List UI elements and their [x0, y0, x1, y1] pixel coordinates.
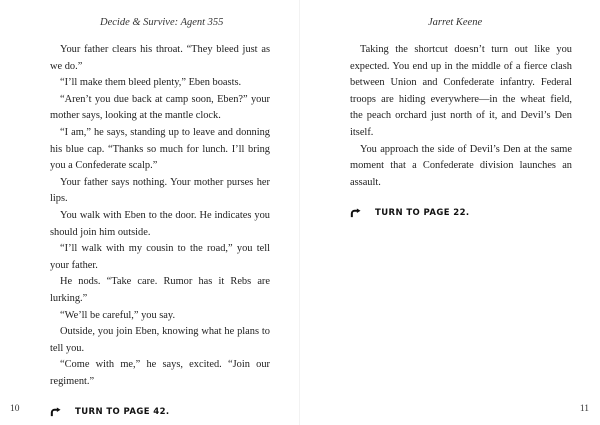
right-paragraph-1: Taking the shortcut doesn’t turn out like you expected. You end up in the middle of a fierce clash between Union and Confederate infantry. Federal troops are hiding everywhere—in the wheat field, the peach orchard just north of it, and Devil’s Den itself.	[350, 44, 572, 138]
left-paragraph-10: Outside, you join Eben, knowing what he plans to tell you.	[50, 326, 270, 354]
left-paragraph-9: “We’ll be careful,” you say.	[60, 309, 176, 321]
left-paragraph-4: “I am,” he says, standing up to leave and donning his blue cap. “Thanks so much for lunch. I’ll bring you a Confederate scalp.”	[50, 126, 270, 172]
turn-arrow-icon	[350, 208, 361, 219]
left-turn-label: TURN TO PAGE 42.	[75, 407, 170, 418]
right-turn-label: TURN TO PAGE 22.	[375, 208, 470, 219]
right-paragraph-2: You approach the side of Devil’s Den at the same moment that a Confederate division launches an assault.	[350, 143, 572, 188]
left-paragraph-1: Your father clears his throat. “They bleed just as we do.”	[50, 44, 270, 72]
left-turn-link[interactable]	[50, 404, 270, 421]
left-paragraph-7: “I’ll walk with my cousin to the road,” you tell your father.	[50, 243, 270, 271]
left-paragraph-11: “Come with me,” he says, excited. “Join our regiment.”	[50, 359, 270, 387]
right-running-head: Jarret Keene	[428, 17, 483, 28]
left-paragraph-3: “Aren’t you due back at camp soon, Eben?” your mother says, looking at the mantle clock.	[50, 93, 270, 122]
right-page	[300, 0, 600, 425]
left-paragraph-5: Your father says nothing. Your mother purses her lips.	[50, 176, 270, 205]
left-running-head: Decide & Survive: Agent 355	[100, 17, 224, 28]
right-text-block	[350, 42, 572, 222]
right-turn-link[interactable]	[350, 205, 572, 222]
left-paragraph-8: He nods. “Take care. Rumor has it Rebs are lurking.”	[50, 276, 270, 304]
left-text-block	[50, 42, 270, 421]
right-page-number: 11	[579, 404, 589, 414]
left-paragraph-6: You walk with Eben to the door. He indicates you should join him outside.	[50, 209, 270, 238]
left-page-number: 10	[10, 404, 20, 414]
left-paragraph-2: “I’ll make them bleed plenty,” Eben boasts.	[60, 77, 242, 89]
turn-arrow-icon	[50, 407, 61, 418]
